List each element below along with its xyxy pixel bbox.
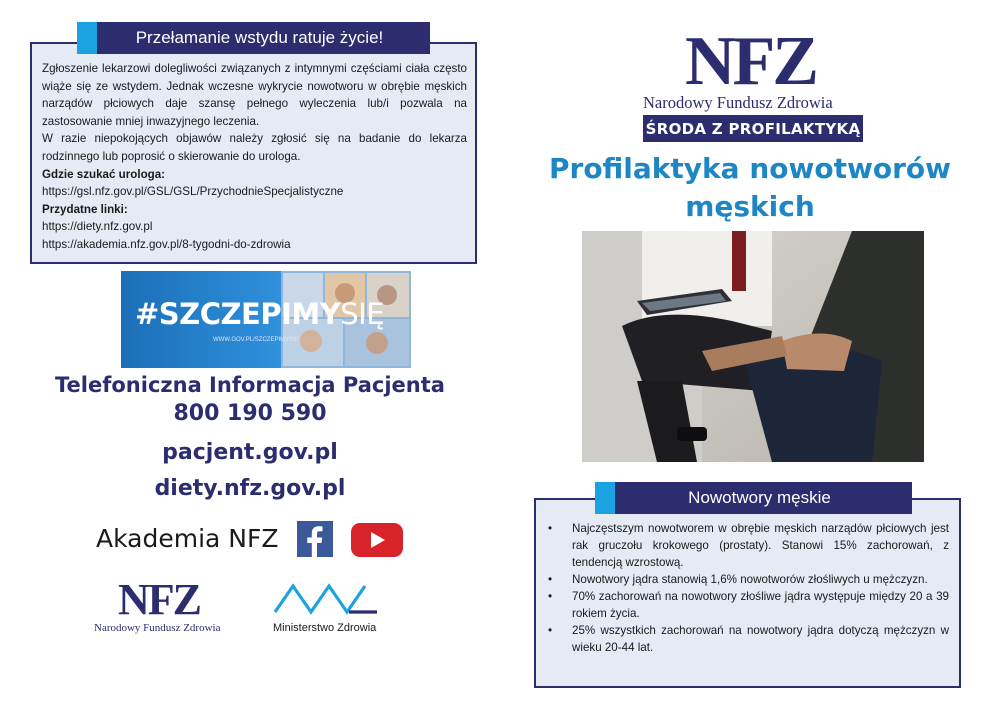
list-item: • 25% wszystkich zachorowań na nowotwory jądra dotyczą mężczyzn w wieku 20-44 lat. — [548, 624, 949, 654]
nfz-logo-small-mark — [118, 578, 208, 618]
nfz-fund-name: Narodowy Fundusz Zdrowia — [643, 93, 833, 112]
header-accent-bar — [77, 22, 97, 54]
nfz-logo-small-caption: Narodowy Fundusz Zdrowia — [94, 622, 221, 634]
title-line-1: Profilaktyka nowotworów — [548, 152, 951, 185]
pacjent-site-link[interactable]: pacjent.gov.pl — [162, 440, 338, 465]
link-diety[interactable]: https://diety.nfz.gov.pl — [42, 220, 153, 234]
youtube-icon[interactable] — [351, 523, 403, 557]
nfz-logo-small — [118, 578, 208, 623]
tumor-box-title: Nowotwory męskie — [688, 488, 831, 507]
tumor-facts-box — [534, 498, 961, 688]
urolog-heading: Gdzie szukać urologa: — [42, 167, 166, 181]
szczepimy-banner[interactable] — [121, 271, 411, 368]
info-paragraph-2: W razie niepokojących objawów należy zgłosić się na badanie do lekarza rodzinnego lub poprosić o skierowanie do urologa. — [42, 132, 467, 163]
doctor-patient-photo — [582, 231, 924, 462]
page-title — [540, 150, 960, 226]
tumor-box-header — [595, 482, 912, 514]
ministerstwo-zdrowia-caption: Ministerstwo Zdrowia — [273, 622, 377, 634]
svg-text:NFZ: NFZ — [685, 28, 816, 90]
sroda-z-profilaktyka-badge: ŚRODA Z PROFILAKTYKĄ — [643, 115, 863, 142]
patient-info-title: Telefoniczna Informacja Pacjenta — [55, 373, 445, 397]
diety-site-link[interactable]: diety.nfz.gov.pl — [154, 476, 346, 501]
akademia-nfz-label: Akademia NFZ — [96, 524, 279, 553]
links-heading: Przydatne linki: — [42, 202, 128, 216]
facebook-icon[interactable] — [297, 521, 333, 557]
banner-url: WWW.GOV.PL/SZCZEPIMYSIE — [213, 337, 299, 343]
info-box-title: Przełamanie wstydu ratuje życie! — [135, 28, 384, 47]
nfz-logo-large — [685, 28, 825, 95]
info-paragraph-1: Zgłoszenie lekarzowi dolegliwości związanych z intymnymi częściami ciała często wiąże się ze wstydem. Jednak wczesne wykrycie nowotworu w obrębie męskich narządów płciowych daje szansę pełnego wyleczenia lub/i pozwala na zastosowanie mniej inwazyjnego leczenia. — [42, 62, 467, 128]
nfz-logo-large-mark — [685, 28, 825, 90]
patient-info-phone[interactable]: 800 190 590 — [173, 401, 327, 426]
tumor-facts-list — [546, 520, 949, 656]
link-akademia[interactable]: https://akademia.nfz.gov.pl/8-tygodni-do-zdrowia — [42, 237, 291, 251]
info-box-shame — [30, 42, 477, 264]
list-item: • Najczęstszym nowotworem w obrębie męskich narządów płciowych jest rak gruczołu krokowego (prostaty). Stanowi 15% zachorowań, z tendencją wzrostową. — [548, 522, 949, 569]
header-accent-bar — [595, 482, 615, 514]
urolog-link[interactable]: https://gsl.nfz.gov.pl/GSL/GSL/PrzychodnieSpecjalistyczne — [42, 185, 344, 199]
title-line-2: męskich — [685, 190, 815, 223]
list-item: • 70% zachorowań na nowotwory złośliwe jądra występuje między 20 a 39 rokiem życia. — [548, 590, 949, 620]
ministerstwo-zdrowia-logo-icon — [273, 580, 381, 616]
banner-hashtag: #SZCZEPIMYSIĘ — [135, 297, 385, 331]
list-item: • Nowotwory jądra stanowią 1,6% nowotworów złośliwych u mężczyzn. — [548, 573, 928, 586]
svg-text:NFZ: NFZ — [118, 578, 200, 618]
info-box-header — [77, 22, 430, 54]
